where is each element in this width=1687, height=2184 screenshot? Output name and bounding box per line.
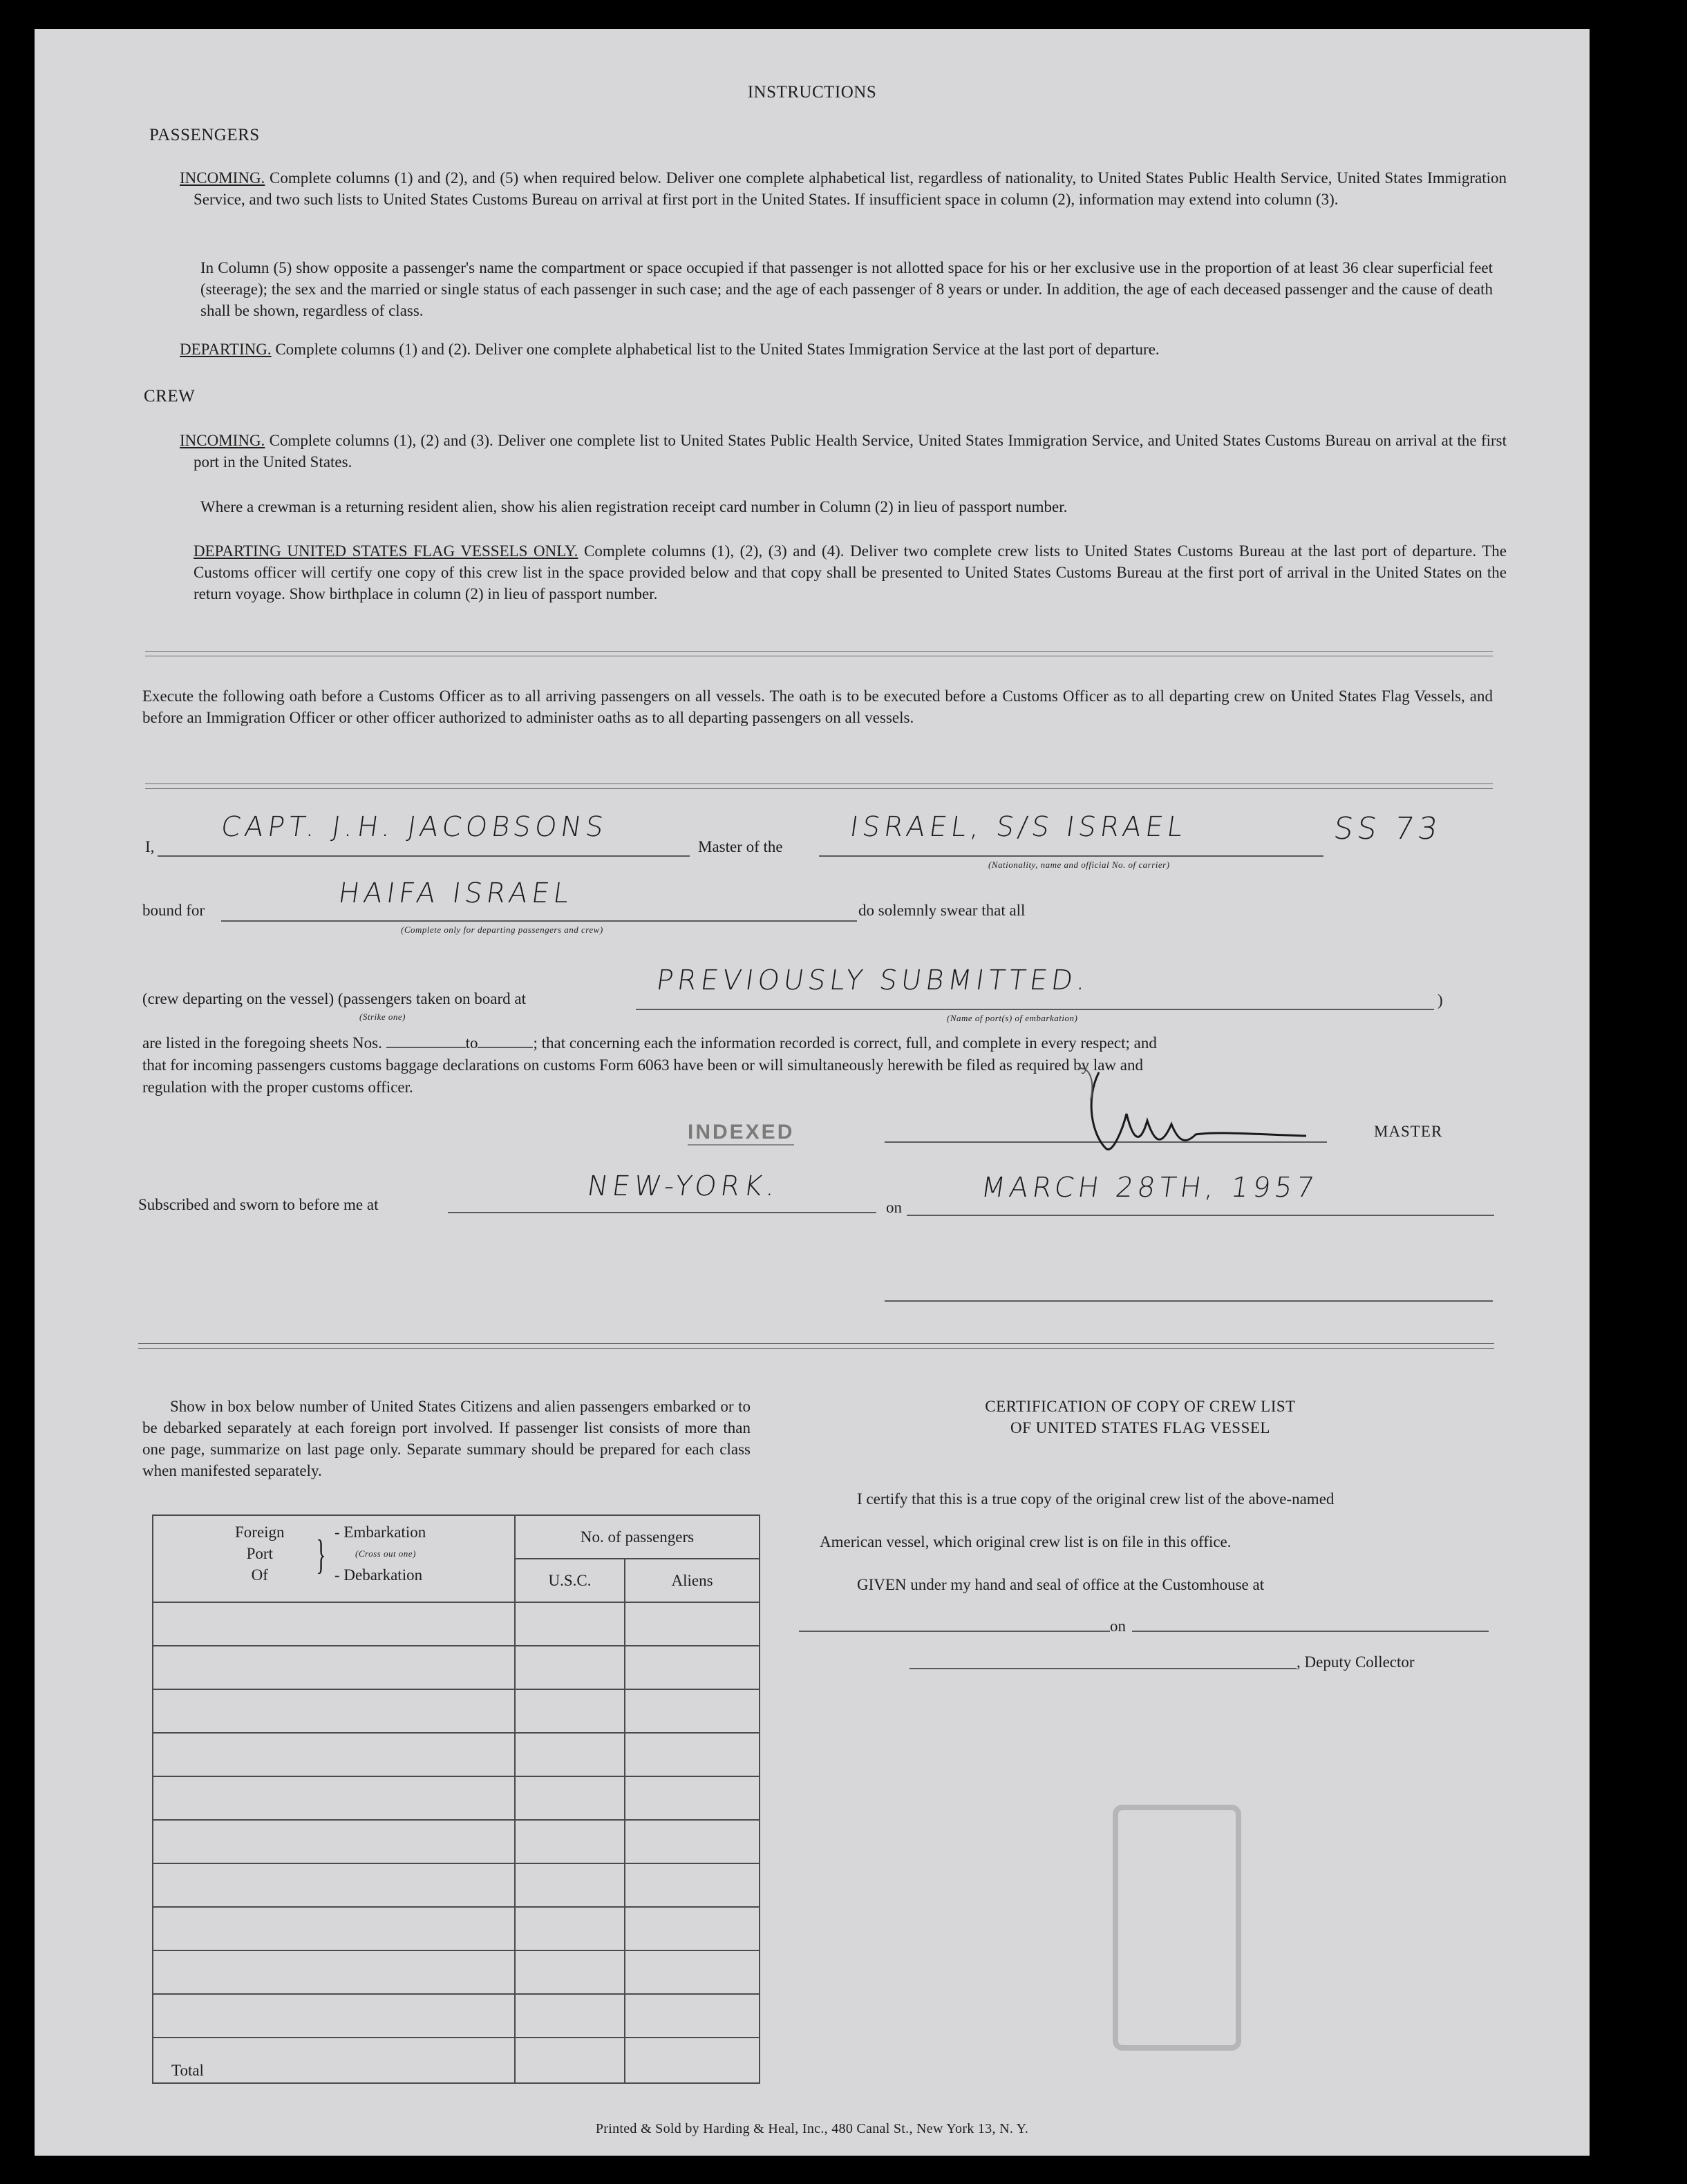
port-cell[interactable] bbox=[153, 1907, 515, 1950]
listed-text-2: ; that concerning each the information recorded is correct, full, and complete in every respect; and bbox=[533, 1034, 1157, 1052]
port-cell[interactable] bbox=[153, 1820, 515, 1863]
form-page bbox=[35, 29, 1590, 2156]
col-of: Of bbox=[251, 1566, 268, 1584]
given-text: GIVEN under my hand and seal of office at the Customhouse at bbox=[857, 1576, 1265, 1593]
table-row bbox=[153, 1907, 760, 1950]
usc-cell[interactable] bbox=[515, 1994, 625, 2038]
divider bbox=[145, 788, 1493, 789]
usc-cell[interactable] bbox=[515, 1776, 625, 1820]
listed-line-1 bbox=[142, 1032, 1493, 1054]
destination: HAIFA ISRAEL bbox=[336, 877, 576, 909]
table-row bbox=[153, 1994, 760, 2038]
crew-incoming-text: Complete columns (1), (2) and (3). Deliver one complete list to United States Public Health Service, United States Immigration Service, and United States Customs Bureau on arrival at the first port in the United States. bbox=[194, 432, 1507, 471]
crew-incoming-label: INCOMING. bbox=[180, 432, 265, 449]
aliens-cell[interactable] bbox=[625, 1646, 760, 1689]
master-label: MASTER bbox=[1374, 1123, 1443, 1140]
master-signature bbox=[1057, 1058, 1320, 1162]
listed-line-3: that for incoming passengers customs baggage declarations on customs Form 6063 have been or will simultaneously herewith be filed as required by law and bbox=[142, 1056, 1144, 1074]
ports: PREVIOUSLY SUBMITTED. bbox=[654, 965, 1092, 996]
col-debarkation: - Debarkation bbox=[334, 1566, 423, 1584]
bound-caption: (Complete only for departing passengers and crew) bbox=[401, 924, 603, 935]
col-aliens: Aliens bbox=[625, 1559, 760, 1602]
col-embarkation: - Embarkation bbox=[334, 1523, 426, 1541]
crew-resident-paragraph: Where a crewman is a returning resident alien, show his alien registration receipt card number in Column (2) in lieu of passport number. bbox=[200, 498, 1068, 515]
aliens-cell[interactable] bbox=[625, 1689, 760, 1733]
crew-incoming-paragraph bbox=[180, 430, 1507, 473]
place: NEW-YORK. bbox=[585, 1170, 782, 1202]
port-cell[interactable] bbox=[153, 1863, 515, 1907]
certification-title bbox=[795, 1396, 1486, 1438]
table-row bbox=[153, 1689, 760, 1733]
place-line bbox=[448, 1212, 876, 1213]
on-label: on bbox=[886, 1199, 902, 1216]
ports-caption: (Name of port(s) of embarkation) bbox=[947, 1013, 1078, 1023]
port-cell[interactable] bbox=[153, 1994, 515, 2038]
table-row bbox=[153, 1646, 760, 1689]
col-cross-out: (Cross out one) bbox=[355, 1548, 416, 1559]
usc-cell[interactable] bbox=[515, 1907, 625, 1950]
usc-cell[interactable] bbox=[515, 1863, 625, 1907]
passengers-departing-paragraph bbox=[180, 339, 1493, 360]
received-stamp bbox=[1113, 1805, 1241, 2051]
aliens-total-cell[interactable] bbox=[625, 2038, 760, 2083]
date-line bbox=[907, 1215, 1494, 1216]
aliens-cell[interactable] bbox=[625, 1950, 760, 1994]
to-label: to bbox=[465, 1034, 478, 1052]
customhouse-line bbox=[799, 1631, 1110, 1632]
col-passengers: No. of passengers bbox=[515, 1515, 760, 1559]
passenger-summary-table bbox=[152, 1514, 760, 2084]
deputy-signature-line bbox=[910, 1668, 1297, 1669]
page-title: INSTRUCTIONS bbox=[747, 83, 877, 102]
officer-signature-line bbox=[885, 1300, 1493, 1302]
col-foreign: Foreign bbox=[235, 1523, 285, 1541]
port-cell[interactable] bbox=[153, 1950, 515, 1994]
table-row bbox=[153, 1820, 760, 1863]
master-of-label: Master of the bbox=[698, 838, 783, 855]
printer-footer: Printed & Sold by Harding & Heal, Inc., 480 Canal St., New York 13, N. Y. bbox=[595, 2121, 1029, 2136]
col-port: Port bbox=[246, 1545, 273, 1562]
total-label: Total bbox=[153, 2038, 515, 2083]
usc-cell[interactable] bbox=[515, 1646, 625, 1689]
usc-cell[interactable] bbox=[515, 1689, 625, 1733]
oath-intro: Execute the following oath before a Customs Officer as to all arriving passengers on all vessels. The oath is to be executed before a Customs Officer as to all departing crew on United States Flag Vessels, and before an Immigration Officer or other officer authorized to administer oaths as to all departing passengers on all vessels. bbox=[142, 687, 1493, 726]
bound-for-label: bound for bbox=[142, 902, 205, 919]
sheet-from-line bbox=[386, 1047, 466, 1048]
port-cell[interactable] bbox=[153, 1689, 515, 1733]
table-row bbox=[153, 1776, 760, 1820]
port-cell[interactable] bbox=[153, 1646, 515, 1689]
passengers-incoming-text: Complete columns (1) and (2), and (5) when required below. Deliver one complete alphabetical list, regardless of nationality, to United States Public Health Service, United States Immigration Service, and two such lists to United States Customs Bureau on arrival at first port in the United States. If insufficient space in column (2), information may extend into column (3). bbox=[194, 169, 1507, 208]
passengers-departing-label: DEPARTING. bbox=[180, 341, 272, 358]
crew-departing-label: DEPARTING UNITED STATES FLAG VESSELS ONLY. bbox=[194, 542, 578, 560]
port-header-cell bbox=[153, 1515, 515, 1602]
table-row bbox=[153, 1950, 760, 1994]
subscribed-label: Subscribed and sworn to before me at bbox=[138, 1196, 379, 1213]
divider bbox=[138, 1343, 1494, 1344]
usc-cell[interactable] bbox=[515, 1820, 625, 1863]
sheet-to-line bbox=[478, 1047, 533, 1048]
listed-text-1: are listed in the foregoing sheets Nos. bbox=[142, 1034, 382, 1052]
swear-label: do solemnly swear that all bbox=[858, 902, 1026, 919]
port-cell[interactable] bbox=[153, 1602, 515, 1646]
usc-cell[interactable] bbox=[515, 1602, 625, 1646]
usc-cell[interactable] bbox=[515, 1950, 625, 1994]
certify-text-1: I certify that this is a true copy of the original crew list of the above-named bbox=[857, 1490, 1335, 1508]
master-name: CAPT. J.H. JACOBSONS bbox=[218, 811, 610, 843]
cert-date-line bbox=[1132, 1631, 1489, 1632]
crew-heading: CREW bbox=[144, 387, 196, 406]
aliens-cell[interactable] bbox=[625, 1776, 760, 1820]
table-row bbox=[153, 1602, 760, 1646]
close-paren: ) bbox=[1438, 991, 1443, 1009]
i-label: I, bbox=[145, 838, 155, 855]
certify-text-2: American vessel, which original crew list is on file in this office. bbox=[820, 1533, 1232, 1550]
vessel-name: ISRAEL, S/S ISRAEL bbox=[847, 811, 1189, 843]
aliens-cell[interactable] bbox=[625, 1602, 760, 1646]
crew-departing-paragraph bbox=[180, 540, 1507, 605]
master-name-line bbox=[158, 855, 690, 857]
passengers-departing-text: Complete columns (1) and (2). Deliver one complete alphabetical list to the United States Immigration Service at the last port of departure. bbox=[275, 341, 1160, 358]
deputy-label: , Deputy Collector bbox=[1297, 1653, 1415, 1671]
summary-instructions: Show in box below number of United States Citizens and alien passengers embarked or to be debarked separately at each foreign port involved. If passenger list consists of more than one page, summarize on last page only. Separate summary should be prepared for each class when manifested separately. bbox=[142, 1398, 751, 1479]
aliens-cell[interactable] bbox=[625, 1820, 760, 1863]
date: MARCH 28TH, 1957 bbox=[979, 1172, 1321, 1204]
passengers-incoming-label: INCOMING. bbox=[180, 169, 265, 187]
divider bbox=[145, 651, 1493, 652]
port-cell[interactable] bbox=[153, 1776, 515, 1820]
table-row bbox=[153, 1863, 760, 1907]
certification-title-line-2: OF UNITED STATES FLAG VESSEL bbox=[1010, 1419, 1270, 1436]
usc-total-cell[interactable] bbox=[515, 2038, 625, 2083]
passengers-heading: PASSENGERS bbox=[149, 126, 260, 144]
crew-departing-text: Complete columns (1), (2), (3) and (4). Deliver two complete crew lists to United States Customs Bureau at the last port of departure. The Customs officer will certify one copy of this crew list in the space provided below and that copy shall be presented to United States Customs Bureau at the first port of arrival in the United States on the return voyage. Show birthplace in column (2) in lieu of passport number. bbox=[194, 542, 1507, 602]
vessel-line bbox=[819, 855, 1323, 857]
vessel-number: SS 73 bbox=[1331, 811, 1444, 846]
total-row bbox=[153, 2038, 760, 2083]
passengers-column5-paragraph: In Column (5) show opposite a passenger's name the compartment or space occupied if that passenger is not allotted space for his or her exclusive use in the proportion of at least 36 clear superficial feet (steerage); the sex and the married or single status of each passenger in such case; and the age of each passenger of 8 years or under. In addition, the age of each deceased passenger and the cause of death shall be shown, regardless of class. bbox=[200, 259, 1493, 319]
aliens-cell[interactable] bbox=[625, 1907, 760, 1950]
destination-line bbox=[221, 920, 857, 922]
aliens-cell[interactable] bbox=[625, 1863, 760, 1907]
col-usc: U.S.C. bbox=[515, 1559, 625, 1602]
certification-title-line-1: CERTIFICATION OF COPY OF CREW LIST bbox=[985, 1398, 1296, 1415]
passengers-incoming-paragraph bbox=[180, 167, 1507, 210]
cert-on-label: on bbox=[1110, 1617, 1126, 1635]
strike-caption: (Strike one) bbox=[359, 1012, 406, 1022]
port-cell[interactable] bbox=[153, 1733, 515, 1776]
aliens-cell[interactable] bbox=[625, 1994, 760, 2038]
indexed-stamp: INDEXED bbox=[688, 1121, 794, 1146]
ports-line bbox=[636, 1009, 1434, 1010]
table-row bbox=[153, 1733, 760, 1776]
crew-departing-label: (crew departing on the vessel) (passengers taken on board at bbox=[142, 990, 526, 1007]
listed-line-4: regulation with the proper customs officer. bbox=[142, 1079, 413, 1096]
divider bbox=[138, 1348, 1494, 1349]
vessel-caption: (Nationality, name and official No. of carrier) bbox=[988, 860, 1170, 870]
usc-cell[interactable] bbox=[515, 1733, 625, 1776]
aliens-cell[interactable] bbox=[625, 1733, 760, 1776]
brace-icon: } bbox=[316, 1532, 326, 1577]
